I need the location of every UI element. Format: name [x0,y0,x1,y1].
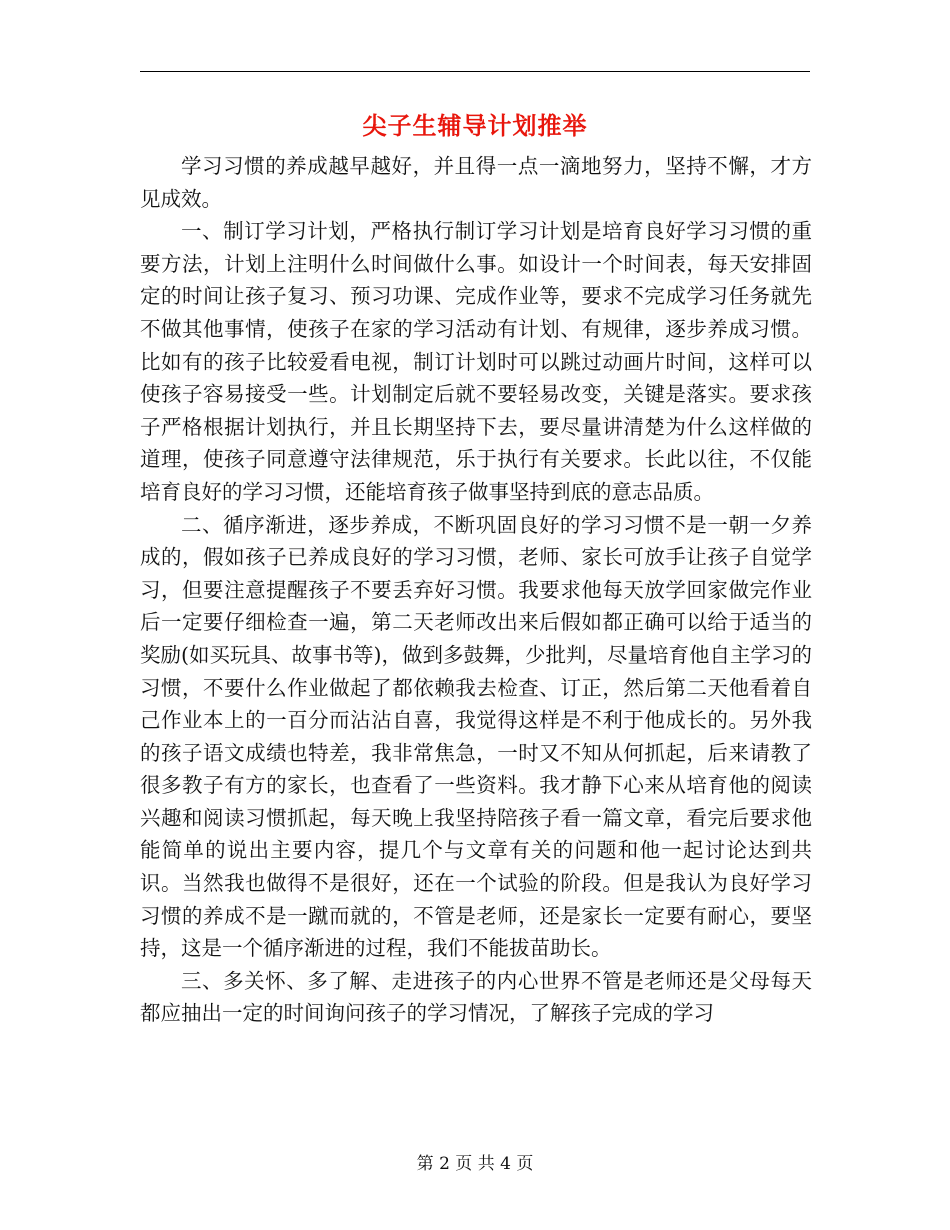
document-title: 尖子生辅导计划推举 [362,111,588,140]
paragraph-section-1: 一、制订学习计划，严格执行制订学习计划是培育良好学习习惯的重要方法，计划上注明什么时间做什么事。如设计一个时间表，每天安排固定的时间让孩子复习、预习功课、完成作业等，要求不完成学习任务就先不做其他事情，使孩子在家的学习活动有计划、有规律，逐步养成习惯。比如有的孩子比较爱看电视，制订计划时可以跳过动画片时间，这样可以使孩子容易接受一些。计划制定后就不要轻易改变，关键是落实。要求孩子严格根据计划执行，并且长期坚持下去，要尽量讲清楚为什么这样做的道理，使孩子同意遵守法律规范，乐于执行有关要求。长此以往，不仅能培育良好的学习习惯，还能培育孩子做事坚持到底的意志品质。 [140,219,812,504]
page-footer: 第 2 页 共 4 页 [416,1154,534,1174]
paragraph-section-3: 三、多关怀、多了解、走进孩子的内心世界不管是老师还是父母每天都应抽出一定的时间询问孩子的学习情况，了解孩子完成的学习 [140,968,812,1026]
paragraph-intro: 学习习惯的养成越早越好，并且得一点一滴地努力，坚持不懈，才方见成效。 [140,154,812,211]
paragraph-section-2: 二、循序渐进，逐步养成，不断巩固良好的学习习惯不是一朝一夕养成的，假如孩子已养成良好的学习习惯，老师、家长可放手让孩子自觉学习，但要注意提醒孩子不要丢弃好习惯。我要求他每天放学回家做完作业后一定要仔细检查一遍，第二天老师改出来后假如都正确可以给于适当的奖励(如买玩具、故事书等)，做到多鼓舞，少批判，尽量培育他自主学习的习惯，不要什么作业做起了都依赖我去检查、订正，然后第二天他看着自己作业本上的一百分而沾沾自喜，我觉得这样是不利于他成长的。另外我的孩子语文成绩也特差，我非常焦急，一时又不知从何抓起，后来请教了很多教子有方的家长，也查看了一些资料。我才静下心来从培育他的阅读兴趣和阅读习惯抓起，每天晚上我坚持陪孩子看一篇文章，看完后要求他能简单的说出主要内容，提几个与文章有关的问题和他一起讨论达到共识。当然我也做得不是很好，还在一个试验的阶段。但是我认为良好学习习惯的养成不是一蹴而就的，不管是老师，还是家长一定要有耐心，要坚持，这是一个循序渐进的过程，我们不能拔苗助长。 [140,512,812,961]
document-body [140,150,812,1030]
header-rule [140,71,810,72]
